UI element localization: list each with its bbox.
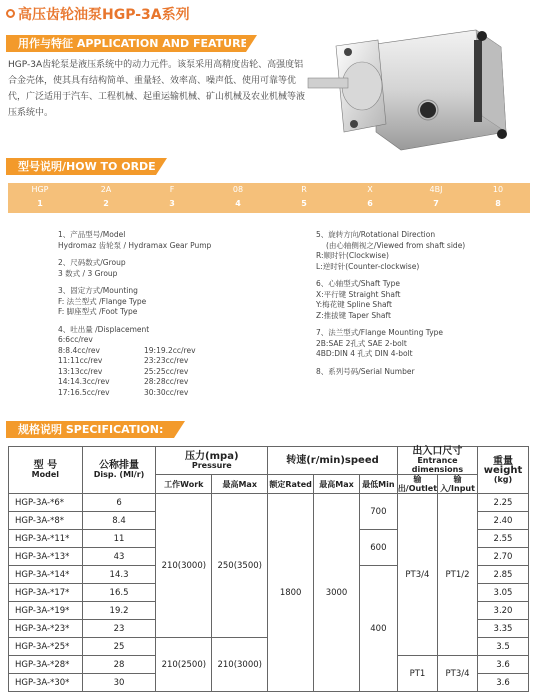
table-cell: 8.4: [82, 512, 156, 530]
col-outlet: 输出/Outlet: [397, 475, 438, 493]
table-cell: 28: [82, 656, 156, 674]
table-cell: PT3/4: [397, 494, 437, 656]
order-code-cell: HGP 1: [31, 185, 49, 208]
col-work: 工作Work: [156, 475, 212, 494]
table-cell: HGP-3A-*8*: [9, 512, 83, 530]
table-cell: 2.40: [478, 512, 529, 530]
intro-text: HGP-3A齿轮泵是液压系统中的动力元件。该泵采用高精度齿轮、高强度铝合金壳体，使其具有结构简单、重量轻、效率高、噪声低、使用可靠等优代，广泛适用于汽车、工程机械、起重运输机械、矿山机械及农业机械等液压系统中。: [8, 60, 306, 118]
col-displacement: 公称排量 Disp. (Ml/r): [82, 447, 156, 494]
order-code-bar: [8, 183, 530, 213]
col-ports: 出入口尺寸 Entrance dimensions: [397, 447, 477, 475]
table-cell: HGP-3A-*23*: [9, 620, 83, 638]
table-cell: 3.05: [478, 584, 529, 602]
table-cell: 14.3: [82, 566, 156, 584]
table-cell: HGP-3A-*11*: [9, 530, 83, 548]
col-max: 最高Max: [212, 475, 268, 494]
table-cell: HGP-3A-*13*: [9, 548, 83, 566]
table-cell: 2.70: [478, 548, 529, 566]
gear-pump-image: [306, 12, 534, 152]
section-header-spec: 规格说明 SPECIFICATION:: [6, 421, 174, 438]
table-cell: 210(2500): [156, 638, 212, 692]
table-cell: 43: [82, 548, 156, 566]
spec-table: [8, 446, 529, 692]
table-cell: 25: [82, 638, 156, 656]
table-cell: 3.20: [478, 602, 529, 620]
table-cell: HGP-3A-*17*: [9, 584, 83, 602]
order-code-cell: R 5: [301, 185, 307, 208]
table-cell: HGP-3A-*25*: [9, 638, 83, 656]
table-cell: 3.6: [478, 656, 529, 674]
order-code-cell: 4BJ 7: [429, 185, 443, 208]
table-cell: 3.5: [478, 638, 529, 656]
order-code-cell: 08 4: [232, 185, 244, 208]
table-cell: HGP-3A-*30*: [9, 674, 83, 692]
table-cell: 3.35: [478, 620, 529, 638]
table-cell: 19.2: [82, 602, 156, 620]
table-cell: HGP-3A-*14*: [9, 566, 83, 584]
table-cell: 6: [82, 494, 156, 512]
col-rated: 额定Rated: [268, 475, 314, 494]
table-cell: 23: [82, 620, 156, 638]
table-cell: 2.85: [478, 566, 529, 584]
order-code-cell: X 6: [367, 185, 373, 208]
col-speed-max: 最高Max: [314, 475, 360, 494]
order-notes-right: 5、旋转方向/Rotational Direction (由心轴侧视之/Viewed from shaft side) R:顺时针(Clockwise) L:逆时针(Counter-clockwise) 6、心轴型式/Shaft Type X:平行键 Straight Shaft Y:梅花键 Spline Shaft Z:推拔键 Taper Shaft 7、法兰型式/Flange Mounting Type 2B:SAE 2孔式 SAE 2-bolt 4BD:DIN 4 孔式 DIN 4-bolt 8、系列号码/Serial Number: [316, 230, 466, 376]
table-cell: PT1: [397, 656, 437, 692]
table-cell: 16.5: [82, 584, 156, 602]
table-cell: 2.55: [478, 530, 529, 548]
table-cell: 2.25: [478, 494, 529, 512]
table-cell: 1800: [268, 494, 314, 692]
table-cell: PT1/2: [438, 494, 478, 656]
table-cell: HGP-3A-*6*: [9, 494, 83, 512]
page-title: 高压齿轮油泵HGP-3A系列: [6, 4, 190, 24]
section-header-order: 型号说明/HOW TO ORDER: [6, 158, 156, 175]
order-code-cell: 2A 2: [100, 185, 112, 208]
table-cell: 3000: [314, 494, 360, 692]
table-cell: 210(3000): [156, 494, 212, 638]
section-header-application: 用作与特征 APPLICATION AND FEATURES: [6, 35, 246, 52]
col-pressure: 压力(mpa) Pressure: [156, 447, 268, 475]
table-cell: 250(3500): [212, 494, 268, 638]
order-code-cell: F 3: [169, 185, 175, 208]
table-cell: PT3/4: [438, 656, 478, 692]
table-cell: 30: [82, 674, 156, 692]
order-code-cell: 10 8: [492, 185, 504, 208]
col-inlet: 输入/Input: [438, 475, 478, 494]
table-cell: 600: [359, 530, 397, 566]
order-notes-left: 1、产品型号/Model Hydromaz 齿轮泵 / Hydramax Gear Pump 2、尺码数式/Group 3 数式 / 3 Group 3、固定方式/Mounting F: 法兰型式 /Flange Type F: 脚座型式 /Foot Type 4、吐出量 /Displacement 6:6cc/rev 8:8.4cc/rev 11:11cc/rev 13:13cc/rev 14:14.3cc/rev 17:16.5cc/rev 19:19.2cc/rev 23:23cc/rev 25:25cc/rev 28:28cc/rev 30:30cc/rev: [58, 230, 212, 397]
col-speed-min: 最低Min: [359, 475, 397, 494]
table-cell: 11: [82, 530, 156, 548]
table-cell: 3.6: [478, 674, 529, 692]
circle-icon: [6, 9, 15, 18]
table-cell: HGP-3A-*28*: [9, 656, 83, 674]
col-speed: 转速(r/min)speed: [268, 447, 398, 475]
table-cell: 700: [359, 494, 397, 530]
table-cell: 400: [359, 566, 397, 692]
table-cell: 210(3000): [212, 638, 268, 692]
col-weight: 重量 weight (kg): [478, 447, 529, 494]
table-cell: HGP-3A-*19*: [9, 602, 83, 620]
col-model: 型 号 Model: [9, 447, 83, 494]
table-row: [9, 494, 529, 512]
